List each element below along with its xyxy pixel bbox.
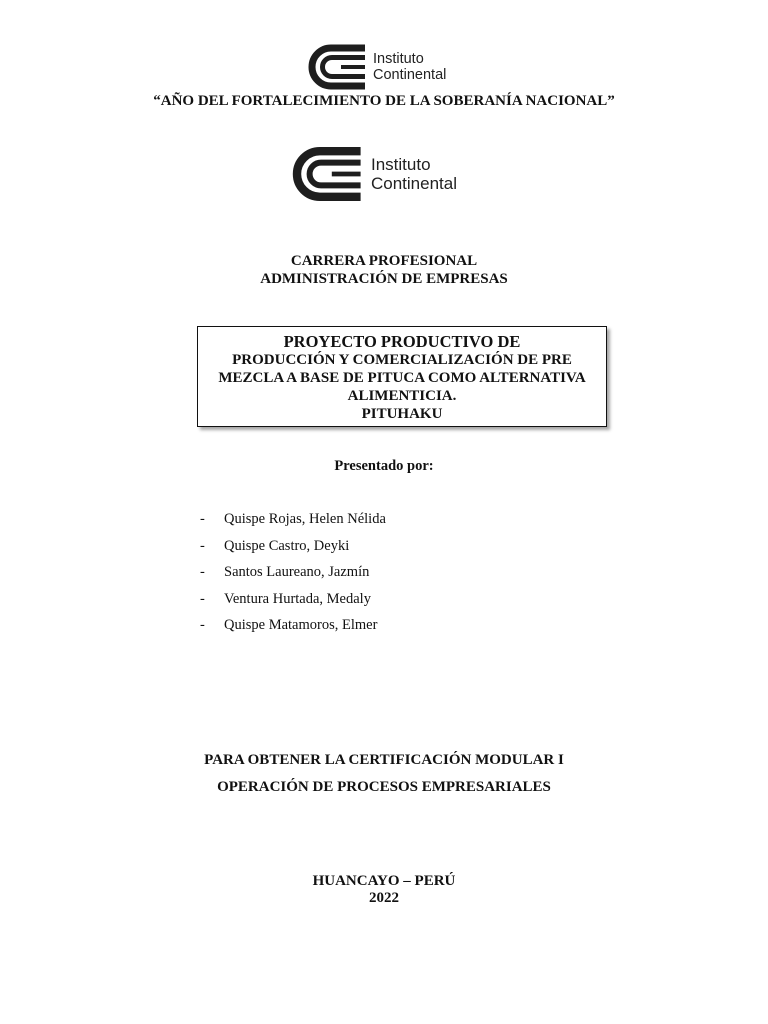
list-dash: -: [200, 537, 205, 554]
author-name: Quispe Matamoros, Elmer: [224, 617, 378, 634]
institute-logo-icon: [307, 44, 367, 90]
institute-logo-main: [291, 146, 457, 202]
author-name: Santos Laureano, Jazmín: [224, 564, 370, 581]
list-dash: -: [200, 617, 205, 634]
list-dash: -: [200, 511, 205, 527]
project-subtitle-line2: MEZCLA A BASE DE PITUCA COMO ALTERNATIVA: [218, 370, 586, 386]
career-line2: ADMINISTRACIÓN DE EMPRESAS: [260, 271, 508, 287]
certification-line2: OPERACIÓN DE PROCESOS EMPRESARIALES: [217, 779, 551, 795]
project-subtitle-line1: PRODUCCIÓN Y COMERCIALIZACIÓN DE PRE: [232, 352, 572, 368]
list-item: [200, 591, 386, 618]
list-item: [200, 538, 386, 565]
list-item: [200, 564, 386, 591]
project-title: PROYECTO PRODUCTIVO DE: [283, 332, 521, 351]
year-motto: “AÑO DEL FORTALECIMIENTO DE LA SOBERANÍA NACIONAL”: [153, 93, 615, 109]
author-name: Quispe Rojas, Helen Nélida: [224, 511, 386, 527]
institute-logo-top: [307, 44, 446, 90]
project-subtitle-line3: ALIMENTICIA.: [347, 388, 457, 404]
institute-logo-icon: [291, 146, 363, 202]
certification-line1: PARA OBTENER LA CERTIFICACIÓN MODULAR I: [204, 752, 564, 768]
career-heading: [0, 252, 768, 288]
author-name: Ventura Hurtada, Medaly: [224, 590, 371, 607]
logo-text-line2: Continental: [373, 67, 447, 83]
location-place: HUANCAYO – PERÚ: [312, 873, 456, 889]
location-block: [0, 873, 768, 907]
career-line1: CARRERA PROFESIONAL: [290, 253, 478, 269]
list-item: [200, 617, 386, 644]
project-title-box: [197, 326, 607, 427]
logo-text-line1: Instituto: [371, 154, 431, 174]
logo-text-line1: Instituto: [373, 50, 424, 67]
project-name: PITUHAKU: [361, 406, 443, 422]
logo-text-line2: Continental: [371, 174, 458, 193]
presented-by-label: Presentado por:: [334, 458, 434, 474]
author-list: [200, 511, 386, 644]
location-year: 2022: [369, 890, 399, 906]
author-name: Quispe Castro, Deyki: [224, 537, 350, 554]
list-item: [200, 511, 386, 538]
list-dash: -: [200, 564, 205, 581]
list-dash: -: [200, 590, 205, 607]
